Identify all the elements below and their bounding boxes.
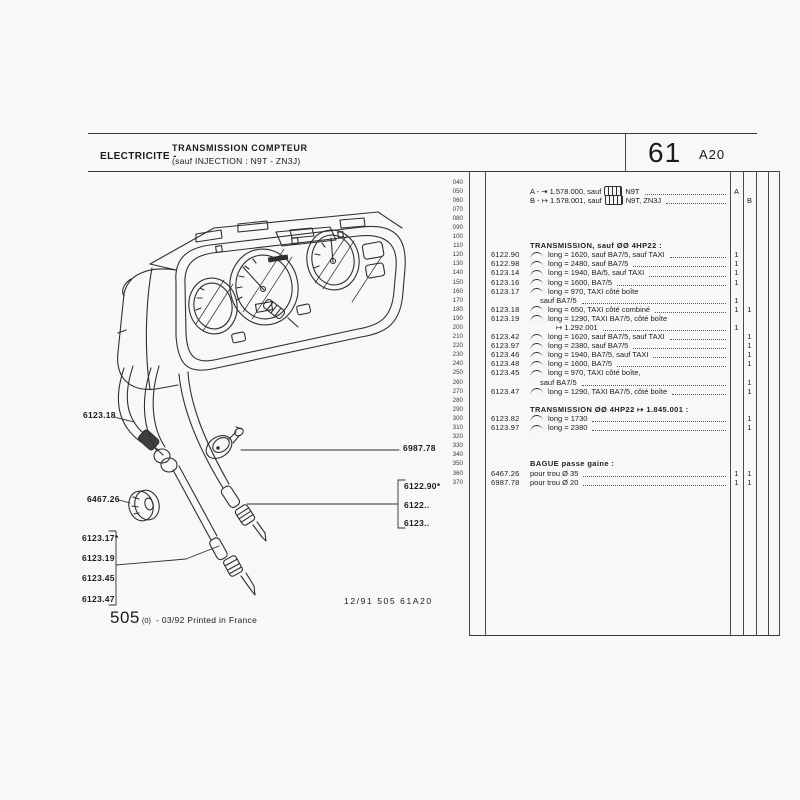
row-line-number: 350 <box>452 460 463 468</box>
qty-variant-b: 1 <box>747 350 752 360</box>
row-line-number: 040 <box>452 178 463 186</box>
row-line-number: 190 <box>452 314 463 322</box>
qty-variant-b: 1 <box>747 423 752 433</box>
row-line-number: 160 <box>452 287 463 295</box>
page-code: A20 <box>699 147 726 162</box>
part-label-group-right <box>404 481 440 537</box>
row-line-number: 260 <box>452 378 463 386</box>
part-label-6123-xx: 6123.. <box>404 518 430 529</box>
row-line-number: 240 <box>452 360 463 368</box>
section-label: ELECTRICITE - <box>100 151 177 162</box>
qty-variant-a: 1 <box>734 304 739 314</box>
description-text: long = 1600, BA7/5 <box>548 277 613 287</box>
qty-variant-a: 1 <box>734 277 739 287</box>
row-line-number: 130 <box>452 260 463 268</box>
row-line-number: 170 <box>452 296 463 304</box>
description-text: long = 1940, BA7/5, sauf TAXI <box>548 350 649 360</box>
description-text: pour trou Ø 35 <box>530 468 579 478</box>
part-number: 6123.14 <box>491 268 520 278</box>
part-number: 6123.42 <box>491 332 520 342</box>
part-number: 6123.19 <box>491 313 520 323</box>
part-number: 6122.98 <box>491 259 520 269</box>
speedo-cable-upper <box>118 366 163 455</box>
description-text: A - ⇥ 1.578.000, sauf <box>530 186 602 196</box>
row-line-number: 270 <box>452 387 463 395</box>
row-line-number: 180 <box>452 305 463 313</box>
part-label-6123-18: 6123.18 <box>83 410 116 420</box>
qty-variant-b: 1 <box>747 304 752 314</box>
row-line-number: 060 <box>452 196 463 204</box>
row-line-number: 100 <box>452 233 463 241</box>
part-number: 6123.17 <box>491 286 520 296</box>
part-label-6122-90: 6122.90* <box>404 481 441 491</box>
part-number: 6123.48 <box>491 359 520 369</box>
row-line-number: 210 <box>452 333 463 341</box>
document-print-info: - 03/92 Printed in France <box>156 615 258 625</box>
row-line-number: 070 <box>452 205 463 213</box>
grommet-ring-part <box>126 487 163 523</box>
part-number: 6123.18 <box>491 304 520 314</box>
qty-variant-a: 1 <box>734 323 739 332</box>
row-line-number: 150 <box>452 278 463 286</box>
row-line-number: 330 <box>452 442 463 450</box>
document-number-line <box>110 608 257 628</box>
qty-variant-a: 1 <box>734 259 739 269</box>
page-title: TRANSMISSION COMPTEUR <box>172 143 308 153</box>
qty-variant-a: A <box>733 186 739 196</box>
row-line-number: 310 <box>452 424 463 432</box>
description-text: long = 2380, sauf BA7/5 <box>548 341 629 351</box>
row-line-number: 080 <box>452 214 463 222</box>
part-label-6123-47: 6123.47 <box>82 593 115 604</box>
qty-variant-b: 1 <box>747 332 752 342</box>
description-text: long = 1730 <box>548 413 588 423</box>
qty-variant-b: 1 <box>747 386 752 396</box>
print-reference: 12/91 505 61A20 <box>344 596 433 606</box>
description-text: ↦ 1.292.001 <box>556 323 598 332</box>
part-number: 6123.46 <box>491 350 520 360</box>
hatch-lines <box>196 235 382 331</box>
description-text: TRANSMISSION ØØ 4HP22 ↦ 1.845.001 : <box>530 404 689 414</box>
part-number: 6987.78 <box>491 477 520 487</box>
qty-variant-a: 1 <box>734 477 739 487</box>
qty-variant-b: 1 <box>747 468 752 478</box>
row-line-number: 230 <box>452 351 463 359</box>
part-number: 6122.90 <box>491 250 520 260</box>
row-line-number: 200 <box>452 324 463 331</box>
part-label-6123-45: 6123.45 <box>82 573 115 584</box>
description-text: sauf BA7/5 <box>540 377 577 387</box>
description-text: BAGUE passe gaine : <box>530 459 615 469</box>
row-line-number: 220 <box>452 342 463 350</box>
qty-variant-b: 1 <box>747 359 752 369</box>
row-line-number: 290 <box>452 405 463 413</box>
description-text: long = 650, TAXI côté combiné <box>548 304 651 314</box>
row-line-number: 280 <box>452 396 463 404</box>
page-subtitle: (sauf INJECTION : N9T - ZN3J) <box>172 156 301 166</box>
qty-variant-a: 1 <box>734 468 739 478</box>
row-line-number: 320 <box>452 433 463 441</box>
description-text: long = 2480, sauf BA7/5 <box>548 259 629 269</box>
description-text: long = 970, TAXI côté boîte <box>548 286 639 296</box>
description-text: long = 1940, BA/5, sauf TAXI <box>548 268 645 278</box>
description-text: B - ↦ 1.578.001, sauf <box>530 195 602 205</box>
grommet-pin-part <box>202 427 245 464</box>
row-line-number: 120 <box>452 251 463 259</box>
description-text: TRANSMISSION, sauf ØØ 4HP22 : <box>530 241 663 251</box>
cluster-body <box>118 268 178 389</box>
description-text: long = 1290, TAXI BA7/5, côté boîte <box>548 313 668 323</box>
row-line-number: 050 <box>452 187 463 195</box>
description-text: long = 1290, TAXI BA7/5, côté boîte <box>548 386 668 396</box>
description-text: long = 1600, BA7/5 <box>548 359 613 369</box>
part-number: 6123.45 <box>491 368 520 378</box>
row-line-number: 110 <box>453 242 463 250</box>
part-number: 6467.26 <box>491 468 520 478</box>
row-line-number: 090 <box>452 223 463 231</box>
part-number: 6123.47 <box>491 386 520 396</box>
part-number: 6123.97 <box>491 341 520 351</box>
qty-variant-a: 1 <box>734 250 739 260</box>
document-revision: (0) <box>141 616 152 625</box>
description-text: long = 1620, sauf BA7/5, sauf TAXI <box>548 250 665 260</box>
part-number: 6123.97 <box>491 423 520 433</box>
part-label-6123-19: 6123.19 <box>82 553 115 564</box>
part-label-group-left <box>82 533 118 614</box>
description-text: long = 1620, sauf BA7/5, sauf TAXI <box>548 332 665 342</box>
description-text: sauf BA7/5 <box>540 295 577 305</box>
part-label-6122-xx: 6122.. <box>404 499 430 510</box>
description-text-after-icon: N9T, ZN3J <box>625 195 662 205</box>
description-text: pour trou Ø 20 <box>530 477 579 487</box>
document-number: 505 <box>110 608 140 627</box>
row-line-number: 360 <box>452 469 463 477</box>
qty-variant-a: 1 <box>734 295 739 305</box>
row-line-number: 250 <box>452 369 463 377</box>
speedo-cable-lower <box>144 366 255 595</box>
description-text: long = 2380 <box>548 423 588 433</box>
row-line-number: 340 <box>452 451 463 459</box>
description-text-after-icon: N9T <box>625 186 640 196</box>
row-line-number: 140 <box>452 269 463 277</box>
part-number: 6123.16 <box>491 277 520 287</box>
part-label-6123-17: 6123.17* <box>82 533 119 543</box>
description-text: long = 970, TAXI côté boîte, <box>548 368 641 378</box>
part-label-6467-26: 6467.26 <box>87 494 120 504</box>
qty-variant-b: 1 <box>747 341 752 351</box>
qty-variant-b: 1 <box>747 377 752 387</box>
qty-variant-a: 1 <box>734 268 739 278</box>
row-line-number: 300 <box>452 414 463 422</box>
part-label-6987-78: 6987.78 <box>403 443 436 453</box>
qty-variant-b: B <box>746 195 752 205</box>
part-number: 6123.82 <box>491 413 520 423</box>
qty-variant-b: 1 <box>747 477 752 487</box>
page-number: 61 <box>648 137 682 168</box>
row-line-number: 370 <box>452 478 463 486</box>
qty-variant-b: 1 <box>747 413 752 423</box>
cable-stub <box>262 298 285 319</box>
